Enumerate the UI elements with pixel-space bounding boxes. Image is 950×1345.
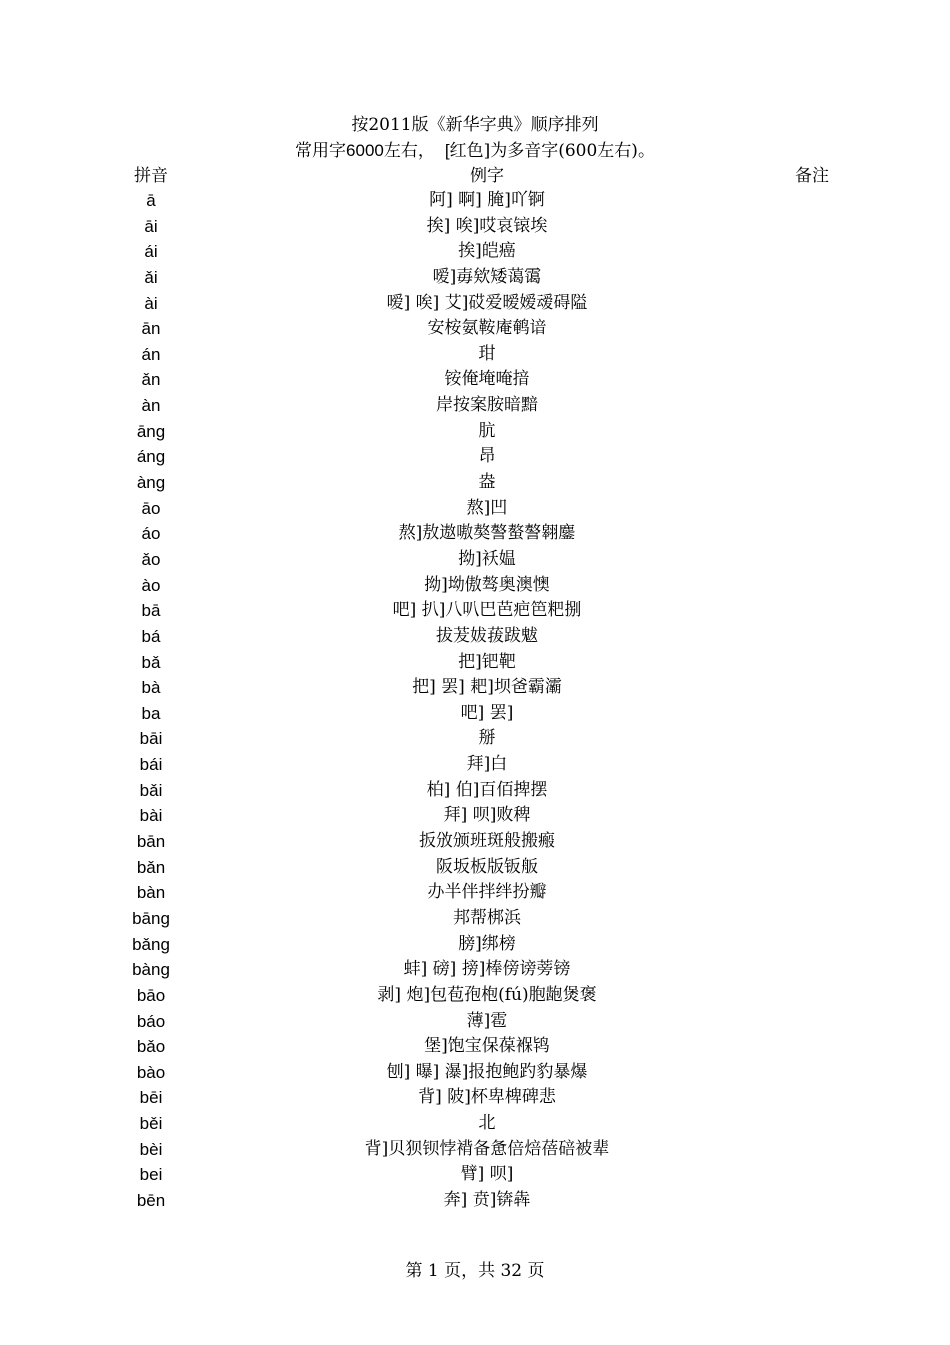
table-row xyxy=(0,367,950,393)
pinyin-cell: bāo xyxy=(136,985,166,1005)
pinyin-cell: bá xyxy=(141,626,161,646)
pinyin-cell: ǎn xyxy=(141,370,161,390)
title-line-1: 按2011版《新华字典》顺序排列 xyxy=(351,115,599,135)
pinyin-cell: áng xyxy=(136,447,166,467)
table-row xyxy=(0,778,950,804)
pinyin-cell: bǎng xyxy=(132,934,170,954)
table-row xyxy=(0,624,950,650)
example-cell: 蚌] 磅] 搒]棒傍谤蒡镑 xyxy=(403,959,571,980)
example-cell: 肮 xyxy=(478,420,496,441)
example-cell: 拗]坳傲骜奥澳懊 xyxy=(424,574,550,595)
table-row xyxy=(0,1188,950,1214)
pinyin-cell: ài xyxy=(144,293,158,313)
table-row xyxy=(0,444,950,470)
header-pinyin: 拼音 xyxy=(134,166,168,186)
subtitle-part-a: 常用字 xyxy=(295,141,347,161)
example-cell: 扳攽颁班斑般搬瘢 xyxy=(419,831,555,852)
example-cell: 嗳] 唉] 艾]砹爱暧嫒叆碍隘 xyxy=(386,292,588,313)
example-cell: 掰 xyxy=(478,728,496,749)
pinyin-cell: ān xyxy=(141,319,161,339)
subtitle-bracket: [ xyxy=(444,141,450,160)
pinyin-cell: ái xyxy=(144,242,158,262)
example-cell: 臂] 呗] xyxy=(460,1164,514,1185)
example-cell: 吧] 扒]八叭巴芭疤笆粑捌 xyxy=(392,600,582,621)
table-row xyxy=(0,675,950,701)
pinyin-cell: bàn xyxy=(136,883,166,903)
pinyin-cell: bei xyxy=(139,1165,163,1185)
table-row xyxy=(0,803,950,829)
table-row xyxy=(0,496,950,522)
pinyin-cell: ào xyxy=(141,575,161,595)
example-cell: 嗳]毐欸矮蔼霭 xyxy=(432,266,542,287)
example-cell: 熬]凹 xyxy=(466,497,508,518)
example-cell: 办半伴拌绊扮瓣 xyxy=(427,882,547,903)
table-row xyxy=(0,1162,950,1188)
page-footer xyxy=(0,1260,950,1282)
example-cell: 岸按案胺暗黯 xyxy=(436,395,538,416)
example-cell: 阪坂板版钣舨 xyxy=(436,856,538,877)
example-cell: 北 xyxy=(478,1113,496,1134)
table-body xyxy=(0,188,950,1214)
example-cell: 膀]绑榜 xyxy=(458,933,516,954)
table-row xyxy=(0,188,950,214)
example-cell: 挨] 唉]哎哀锿埃 xyxy=(426,215,548,236)
table-row xyxy=(0,906,950,932)
table-row xyxy=(0,419,950,445)
table-row xyxy=(0,1009,950,1035)
table-row xyxy=(0,239,950,265)
pinyin-cell: bān xyxy=(136,832,166,852)
table-row xyxy=(0,1111,950,1137)
table-row xyxy=(0,1060,950,1086)
page-number: 第 1 页，共 32 页 xyxy=(405,1261,545,1281)
pinyin-cell: bǎn xyxy=(136,857,166,877)
table-row xyxy=(0,316,950,342)
pinyin-cell: áo xyxy=(141,524,161,544)
table-row xyxy=(0,880,950,906)
header-note: 备注 xyxy=(795,166,829,186)
table-row xyxy=(0,265,950,291)
example-cell: 熬]敖遨嗷獒謷螯謷翱鏖 xyxy=(398,523,576,544)
example-cell: 拔茇妭菝跋魃 xyxy=(436,625,538,646)
subtitle-part-e: 红色]为多音字(600左右)。 xyxy=(449,141,655,161)
pinyin-cell: bēn xyxy=(136,1190,166,1210)
table-row xyxy=(0,573,950,599)
document-subtitle xyxy=(0,140,950,162)
table-row xyxy=(0,214,950,240)
subtitle-count: 6000 xyxy=(346,141,384,160)
example-cell: 拜]白 xyxy=(466,754,508,775)
table-row xyxy=(0,752,950,778)
table-row xyxy=(0,342,950,368)
pinyin-cell: bàng xyxy=(132,960,170,980)
pinyin-cell: bào xyxy=(136,1062,166,1082)
pinyin-cell: bāi xyxy=(139,729,163,749)
pinyin-cell: běi xyxy=(139,1114,163,1134)
pinyin-cell: bēi xyxy=(139,1088,163,1108)
table-row xyxy=(0,726,950,752)
example-cell: 玵 xyxy=(478,343,496,364)
pinyin-cell: bǎ xyxy=(141,652,161,672)
example-cell: 剥] 炮]包苞孢枹(fú)胞龅煲褒 xyxy=(377,984,597,1005)
pinyin-cell: báo xyxy=(136,1011,166,1031)
pinyin-cell: bèi xyxy=(139,1139,163,1159)
table-row xyxy=(0,932,950,958)
pinyin-cell: ba xyxy=(141,703,161,723)
table-row xyxy=(0,855,950,881)
table-row xyxy=(0,547,950,573)
pinyin-cell: ǎo xyxy=(141,549,161,569)
pinyin-cell: àn xyxy=(141,396,161,416)
table-row xyxy=(0,650,950,676)
example-cell: 拜] 呗]败稗 xyxy=(443,805,531,826)
example-cell: 背] 陂]杯卑椑碑悲 xyxy=(418,1087,556,1108)
example-cell: 挨]皑癌 xyxy=(458,241,516,262)
table-row xyxy=(0,470,950,496)
table-row xyxy=(0,1085,950,1111)
pinyin-cell: bà xyxy=(141,678,161,698)
table-header xyxy=(0,164,950,188)
pinyin-cell: āng xyxy=(136,421,166,441)
example-cell: 柏] 伯]百佰捭摆 xyxy=(426,779,548,800)
example-cell: 拗]袄媪 xyxy=(458,548,516,569)
example-cell: 昂 xyxy=(478,446,496,467)
example-cell: 奔] 贲]锛犇 xyxy=(443,1189,531,1210)
table-row xyxy=(0,393,950,419)
pinyin-cell: āi xyxy=(144,216,158,236)
example-cell: 刨] 曝] 瀑]报抱鲍趵豹暴爆 xyxy=(386,1061,588,1082)
pinyin-cell: āo xyxy=(141,498,161,518)
pinyin-cell: bāng xyxy=(132,908,170,928)
example-cell: 安桉氨鞍庵鹌谙 xyxy=(427,318,547,339)
pinyin-cell: bā xyxy=(141,601,161,621)
table-row xyxy=(0,521,950,547)
example-cell: 阿] 啊] 腌]吖锕 xyxy=(429,190,545,210)
table-row xyxy=(0,1034,950,1060)
pinyin-cell: bái xyxy=(139,755,163,775)
pinyin-cell: àng xyxy=(136,473,166,493)
example-cell: 铵俺埯唵揞 xyxy=(444,369,530,390)
example-cell: 把] 罢] 耙]坝爸霸灞 xyxy=(412,677,562,698)
example-cell: 堡]饱宝保葆褓鸨 xyxy=(424,1036,550,1057)
subtitle-part-c: 左右， xyxy=(383,141,435,161)
header-example: 例字 xyxy=(470,166,504,186)
example-cell: 盎 xyxy=(478,472,496,493)
pinyin-cell: ǎi xyxy=(144,267,158,287)
example-cell: 邦帮梆浜 xyxy=(453,907,521,928)
pinyin-cell: bǎi xyxy=(139,780,163,800)
example-cell: 把]钯靶 xyxy=(458,651,516,672)
table-row xyxy=(0,598,950,624)
pinyin-cell: bài xyxy=(139,806,163,826)
pinyin-cell: bǎo xyxy=(136,1037,166,1057)
pinyin-cell: án xyxy=(141,344,161,364)
table-row xyxy=(0,983,950,1009)
table-row xyxy=(0,701,950,727)
table-row xyxy=(0,957,950,983)
example-cell: 薄]雹 xyxy=(466,1010,508,1031)
document-title xyxy=(0,114,950,136)
example-cell: 吧] 罢] xyxy=(460,702,514,723)
table-row xyxy=(0,829,950,855)
example-cell: 背]贝狈钡悖褙备惫倍焙蓓碚被辈 xyxy=(364,1138,610,1159)
pinyin-cell: ā xyxy=(146,191,156,210)
table-row xyxy=(0,291,950,317)
table-row xyxy=(0,1137,950,1163)
